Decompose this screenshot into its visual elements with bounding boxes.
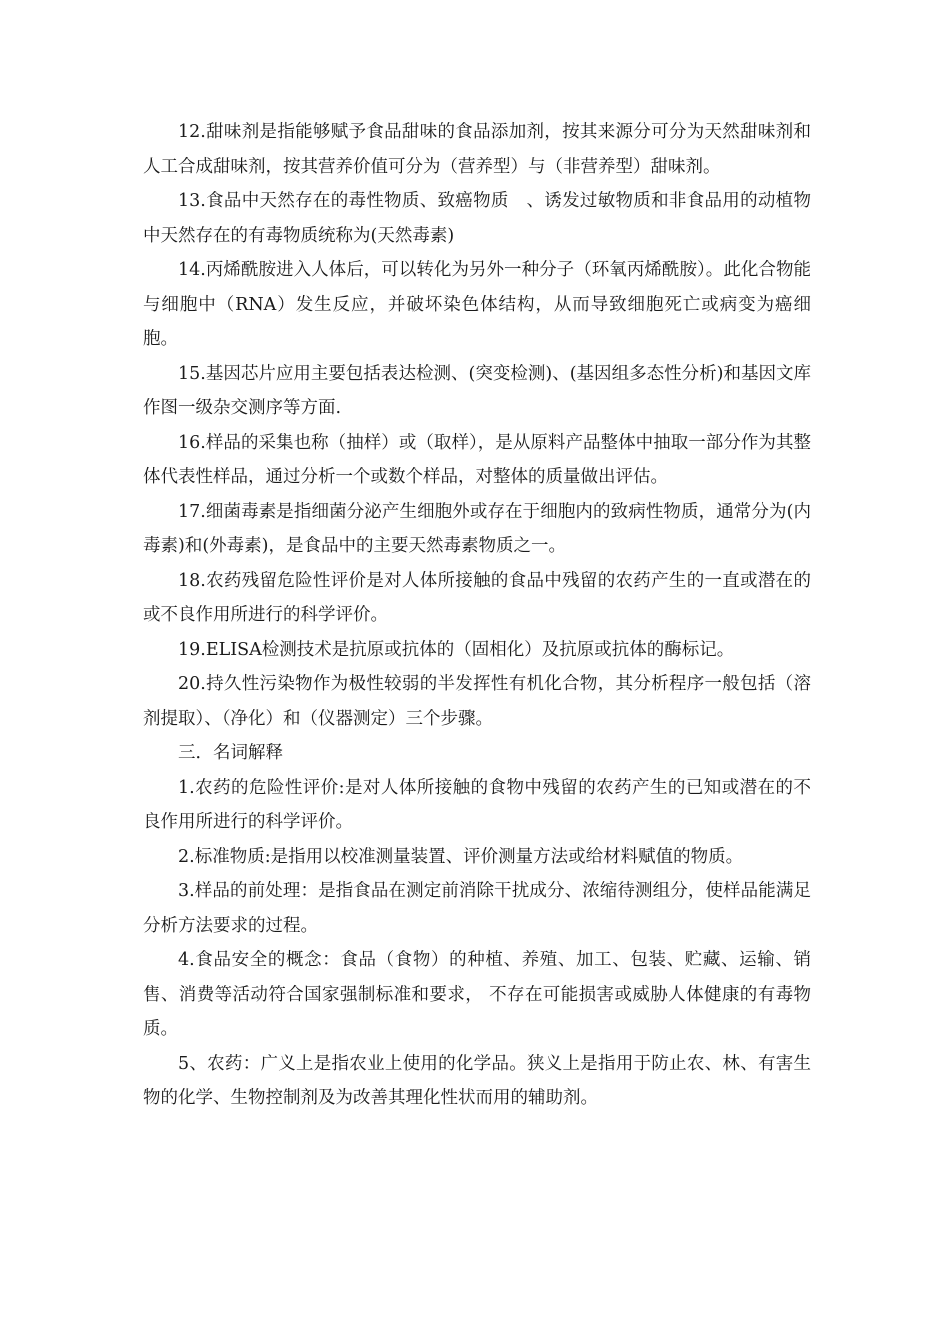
fill-blank-item-20: 20.持久性污染物作为极性较弱的半发挥性有机化合物，其分析程序一般包括（溶剂提取）、（净化）和（仪器测定）三个步骤。	[143, 674, 811, 729]
fill-blank-item-16: 16.样品的采集也称（抽样）或（取样），是从原料产品整体中抽取一部分作为其整体代表性样品，通过分析一个或数个样品，对整体的质量做出评估。	[143, 432, 811, 487]
term-definition-4: 4.食品安全的概念：食品（食物）的种植、养殖、加工、包装、贮藏、运输、销售、消费等活动符合国家强制标准和要求， 不存在可能损害或威胁人体健康的有毒物质。	[143, 950, 811, 1039]
fill-blank-item-19: 19.ELISA检测技术是抗原或抗体的（固相化）及抗原或抗体的酶标记。	[178, 639, 735, 660]
fill-blank-item-18: 18.农药残留危险性评价是对人体所接触的食品中残留的农药产生的一直或潜在的或不良作用所进行的科学评价。	[143, 570, 811, 625]
fill-blank-item-14: 14.丙烯酰胺进入人体后，可以转化为另外一种分子（环氧丙烯酰胺）。此化合物能与细胞中（RNA）发生反应，并破坏染色体结构，从而导致细胞死亡或病变为癌细胞。	[143, 260, 811, 349]
fill-blank-item-13: 13.食品中天然存在的毒性物质、致癌物质 、诱发过敏物质和非食品用的动植物中天然存在的有毒物质统称为(天然毒素)	[143, 191, 811, 246]
term-definition-5: 5、农药：广义上是指农业上使用的化学品。狭义上是指用于防止农、林、有害生物的化学、生物控制剂及为改善其理化性状而用的辅助剂。	[143, 1053, 811, 1108]
section-heading: 三．名词解释	[178, 743, 283, 763]
fill-blank-item-15: 15.基因芯片应用主要包括表达检测、(突变检测)、(基因组多态性分析)和基因文库作图一级杂交测序等方面.	[143, 363, 811, 418]
term-definition-3: 3.样品的前处理：是指食品在测定前消除干扰成分、浓缩待测组分，使样品能满足分析方法要求的过程。	[143, 881, 811, 936]
document-body	[143, 115, 811, 1116]
term-definition-1: 1.农药的危险性评价:是对人体所接触的食物中残留的农药产生的已知或潜在的不良作用所进行的科学评价。	[143, 777, 811, 832]
fill-blank-item-12: 12.甜味剂是指能够赋予食品甜味的食品添加剂，按其来源分可分为天然甜味剂和人工合成甜味剂，按其营养价值可分为（营养型）与（非营养型）甜味剂。	[143, 122, 811, 177]
fill-blank-item-17: 17.细菌毒素是指细菌分泌产生细胞外或存在于细胞内的致病性物质，通常分为(内毒素)和(外毒素)，是食品中的主要天然毒素物质之一。	[143, 501, 811, 556]
term-definition-2: 2.标准物质:是指用以校准测量装置、评价测量方法或给材料赋值的物质。	[178, 846, 744, 867]
